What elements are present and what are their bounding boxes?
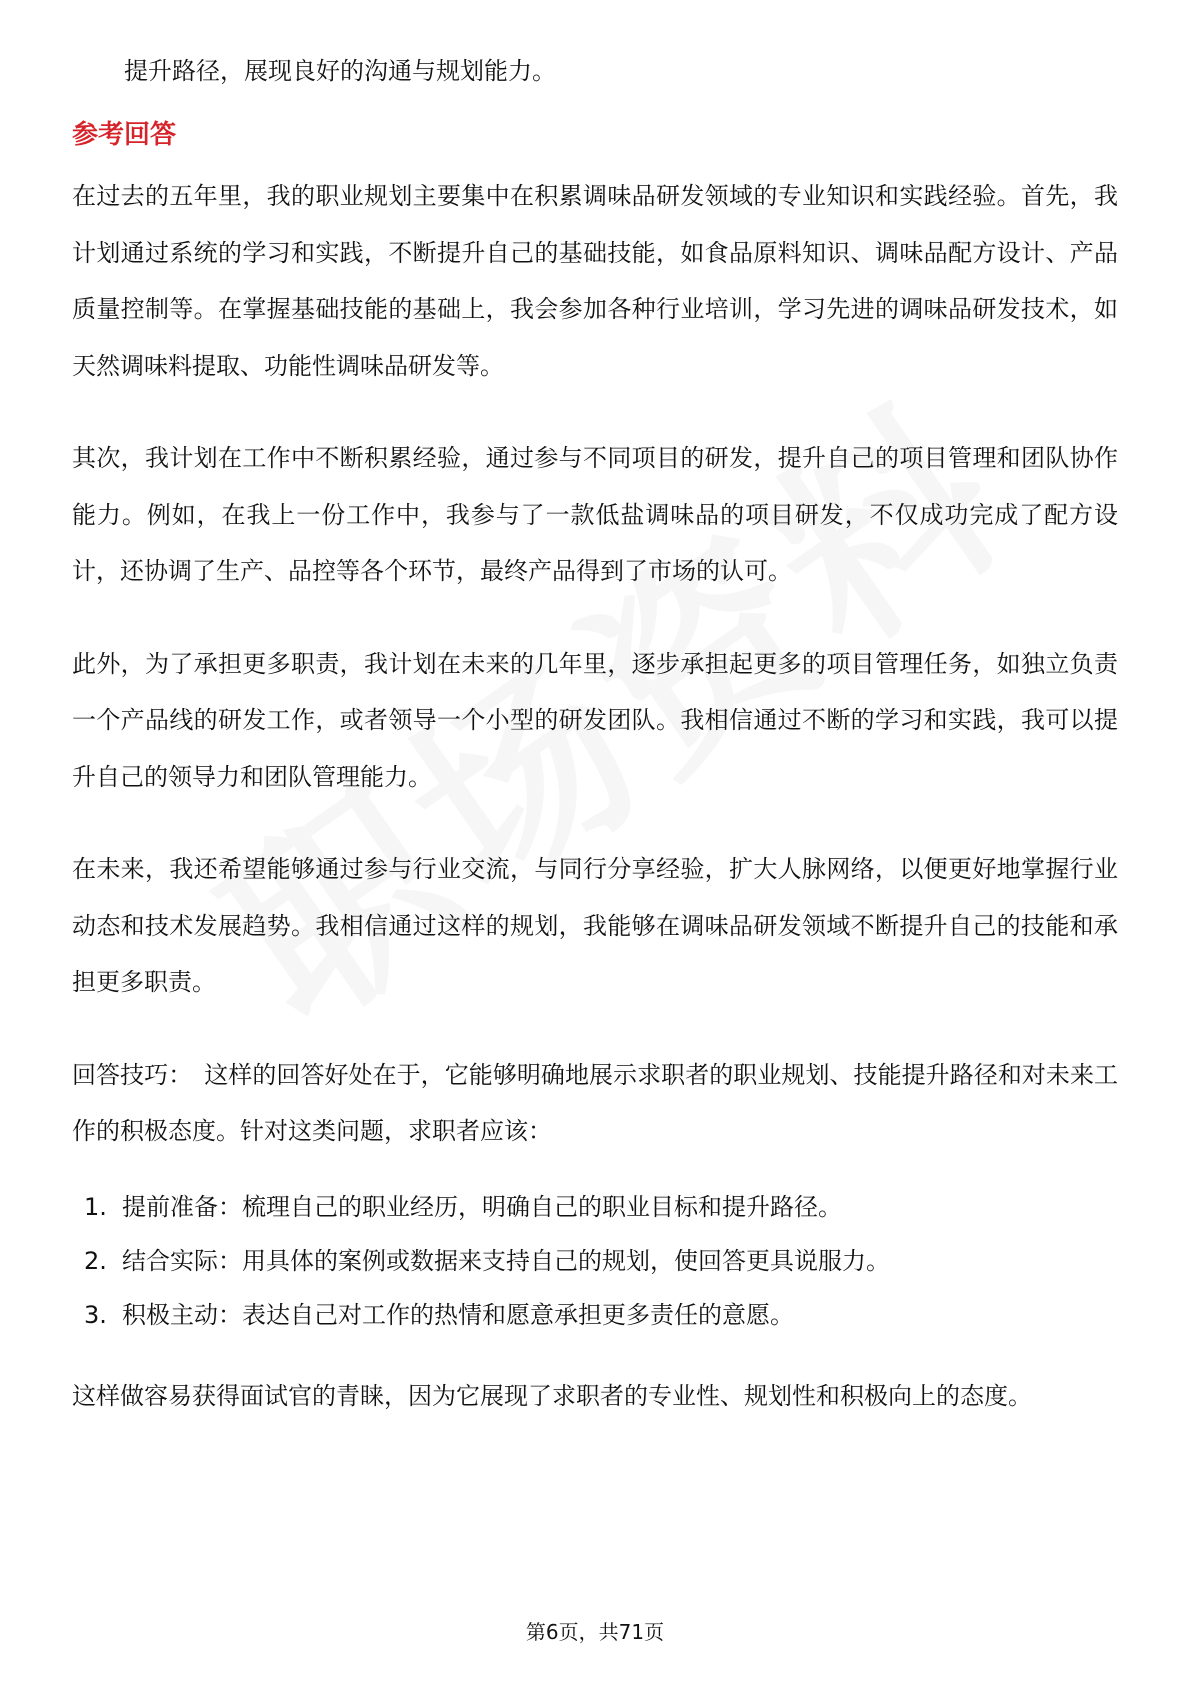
answer-paragraph-4: 在未来，我还希望能够通过参与行业交流，与同行分享经验，扩大人脉网络，以便更好地掌握行业动态和技术发展趋势。我相信通过这样的规划，我能够在调味品研发领域不断提升自己的技能和承担更多职责。 <box>72 855 1118 996</box>
list-item <box>72 1234 1118 1288</box>
list-item-title: 积极主动： <box>122 1300 242 1329</box>
list-item-title: 提前准备： <box>122 1192 242 1221</box>
list-item <box>72 1288 1118 1342</box>
page-number-footer: 第6页，共71页 <box>525 1620 665 1644</box>
list-item <box>72 1180 1118 1234</box>
tips-label: 回答技巧： <box>72 1060 193 1089</box>
list-item-number: 2. <box>84 1246 107 1275</box>
list-item-title: 结合实际： <box>122 1246 242 1275</box>
answer-paragraph-3: 此外，为了承担更多职责，我计划在未来的几年里，逐步承担起更多的项目管理任务，如独立负责一个产品线的研发工作，或者领导一个小型的研发团队。我相信通过不断的学习和实践，我可以提升自己的领导力和团队管理能力。 <box>72 649 1118 791</box>
list-item-number: 3. <box>84 1300 107 1329</box>
answer-paragraph-1: 在过去的五年里，我的职业规划主要集中在积累调味品研发领域的专业知识和实践经验。首先，我计划通过系统的学习和实践，不断提升自己的基础技能，如食品原料知识、调味品配方设计、产品质量控制等。在掌握基础技能的基础上，我会参加各种行业培训，学习先进的调味品研发技术，如天然调味料提取、功能性调味品研发等。 <box>72 182 1118 380</box>
list-item-number: 1. <box>84 1192 107 1221</box>
tip-list <box>72 1180 1118 1342</box>
answer-tips <box>72 1047 1118 1160</box>
list-item-text: 用具体的案例或数据来支持自己的规划，使回答更具说服力。 <box>242 1246 890 1275</box>
list-item-text: 表达自己对工作的热情和愿意承担更多责任的意愿。 <box>242 1300 794 1329</box>
section-heading: 参考回答 <box>72 120 177 150</box>
answer-paragraph-2: 其次，我计划在工作中不断积累经验，通过参与不同项目的研发，提升自己的项目管理和团队协作能力。例如，在我上一份工作中，我参与了一款低盐调味品的项目研发，不仅成功完成了配方设计，还协调了生产、品控等各个环节，最终产品得到了市场的认可。 <box>72 444 1118 585</box>
page-content <box>72 46 1118 1460</box>
list-item-text: 梳理自己的职业经历，明确自己的职业目标和提升路径。 <box>242 1192 842 1221</box>
tips-text: 这样的回答好处在于，它能够明确地展示求职者的职业规划、技能提升路径和对未来工作的积极态度。针对这类问题，求职者应该： <box>72 1060 1119 1145</box>
closing-paragraph: 这样做容易获得面试官的青睐，因为它展现了求职者的专业性、规划性和积极向上的态度。 <box>72 1381 1032 1410</box>
lead-line: 提升路径，展现良好的沟通与规划能力。 <box>124 57 556 85</box>
